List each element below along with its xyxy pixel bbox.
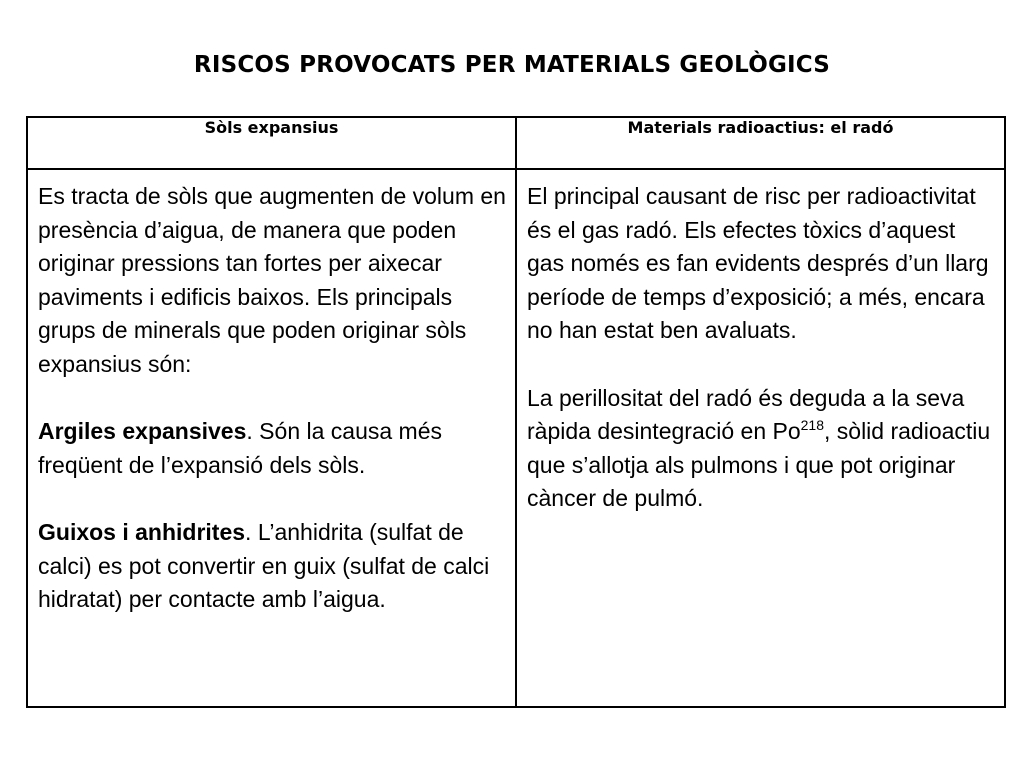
isotope-superscript: 218 [800, 417, 824, 434]
paragraph-gypsum [38, 516, 507, 617]
paragraph-radon-decay [527, 382, 996, 516]
paragraph-radon-risk [527, 180, 996, 348]
paragraph-text: , sòlid radioactiu que s’allotja als pulmons i que pot originar càncer de pulmó. [527, 418, 991, 512]
term-expansive-clays: Argiles expansives [38, 418, 247, 445]
paragraph-text: La perillositat del radó és deguda a la seva ràpida desintegració en Po [527, 384, 965, 445]
paragraph-text: . Són la causa més freqüent de l’expansió dels sòls. [38, 418, 443, 478]
paragraph-text: . L’anhidrita (sulfat de calci) es pot convertir en guix (sulfat de calci hidratat) per contacte amb l’aigua. [38, 518, 490, 613]
body-cell-expansive-soils [27, 169, 516, 707]
page-title: RISCOS PROVOCATS PER MATERIALS GEOLÒGICS [193, 52, 831, 78]
paragraph-text: El principal causant de risc per radioactivitat és el gas radó. Els efectes tòxics d’aquest gas només es fan evidents després d’un llarg període de temps d’exposició; a més, encara no han estat ben avaluats. [527, 183, 989, 344]
paragraph-intro [38, 180, 507, 382]
header-cell-radioactive-materials: Materials radioactius: el radó [516, 117, 1005, 169]
table-body-row [27, 169, 1005, 707]
paragraph-text: Es tracta de sòls que augmenten de volum en presència d’aigua, de manera que poden originar pressions tan fortes per aixecar paviments i edificis baixos. Els principals grups de minerals que poden originar sòls expansius són: [38, 183, 506, 377]
comparison-table [26, 116, 1006, 708]
paragraph-expansive-clays [38, 415, 507, 482]
header-cell-expansive-soils: Sòls expansius [27, 117, 516, 169]
term-gypsum-anhydrite: Guixos i anhidrites [38, 518, 246, 545]
table-header-row [27, 117, 1005, 169]
body-cell-radioactive-materials [516, 169, 1005, 707]
